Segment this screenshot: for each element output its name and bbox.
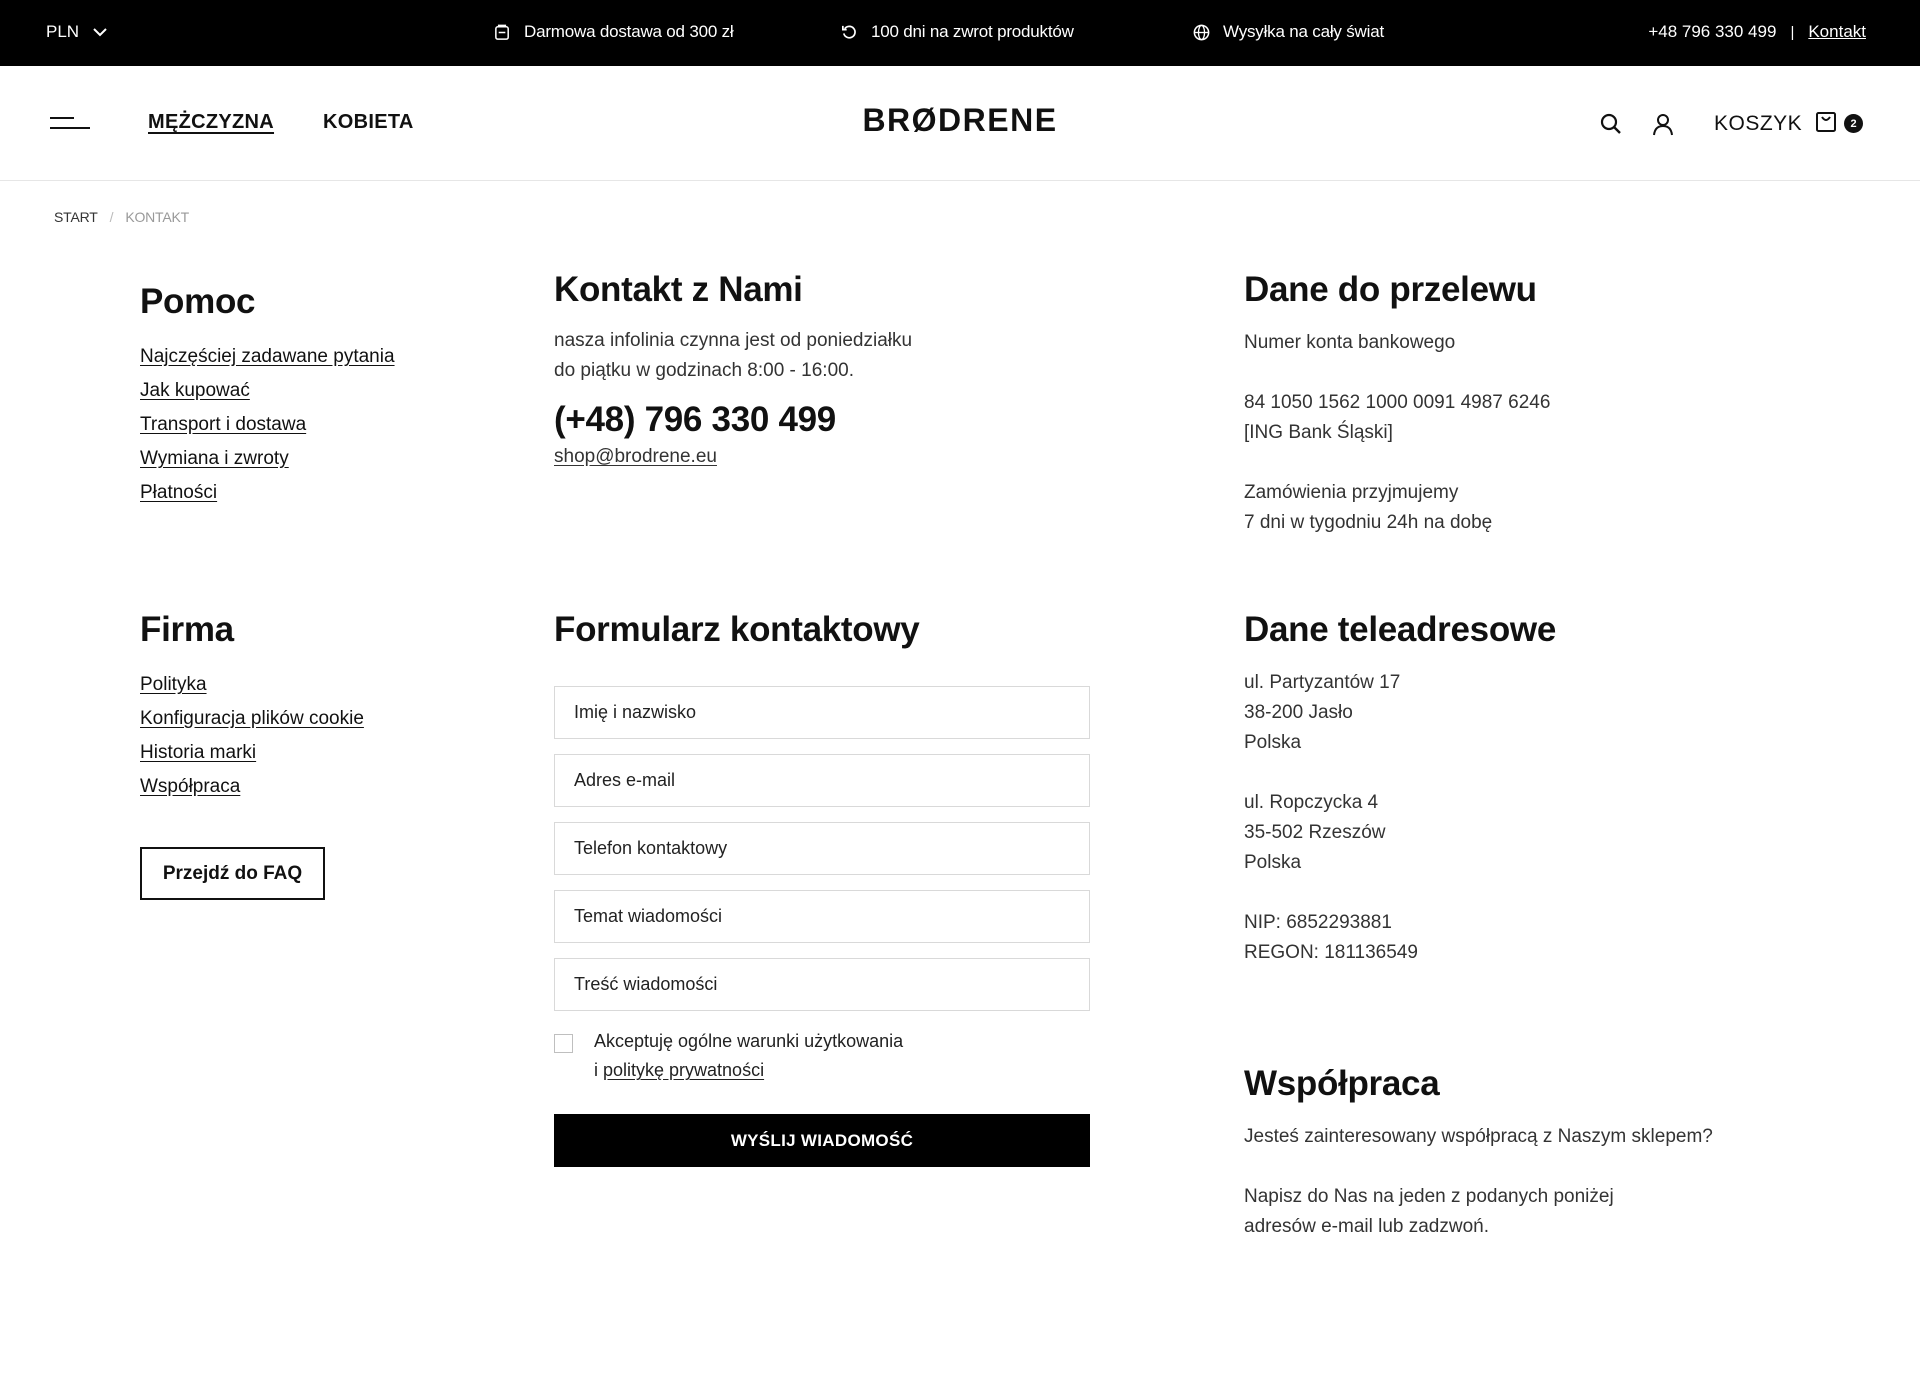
contact-title: Kontakt z Nami <box>554 270 803 309</box>
company-title: Firma <box>140 610 234 649</box>
topbar-contact <box>1648 22 1866 42</box>
send-message-button[interactable]: WYŚLIJ WIADOMOŚĆ <box>554 1114 1090 1167</box>
currency-label: PLN <box>46 22 80 41</box>
contact-section <box>554 270 912 468</box>
breadcrumb-current: KONTAKT <box>125 209 189 225</box>
perk-returns-text: 100 dni na zwrot produktów <box>871 22 1074 41</box>
address-details <box>1244 668 1556 968</box>
contact-email-link[interactable]: shop@brodrene.eu <box>554 446 717 467</box>
company-links <box>140 668 364 804</box>
perk-free-delivery <box>493 22 734 42</box>
company-link-cooperation[interactable]: Współpraca <box>140 776 241 797</box>
bank-name: [ING Bank Śląski] <box>1244 422 1393 443</box>
terms-checkbox[interactable] <box>554 1034 573 1053</box>
address-line: ul. Partyzantów 17 <box>1244 672 1401 693</box>
contact-phone[interactable]: (+48) 796 330 499 <box>554 400 836 439</box>
transfer-title: Dane do przelewu <box>1244 270 1537 309</box>
globe-icon <box>1192 23 1211 42</box>
privacy-policy-link[interactable]: politykę prywatności <box>603 1060 765 1080</box>
menu-icon[interactable] <box>50 115 92 131</box>
currency-selector[interactable] <box>46 22 107 42</box>
cooperation-line: Jesteś zainteresowany współpracą z Naszym sklepem? <box>1244 1126 1713 1147</box>
breadcrumb-home[interactable]: START <box>54 209 98 225</box>
cooperation-text <box>1244 1122 1713 1242</box>
help-link-shipping[interactable]: Transport i dostawa <box>140 414 307 435</box>
address-title: Dane teleadresowe <box>1244 610 1556 649</box>
company-section <box>140 610 364 804</box>
help-link-how-to-buy[interactable]: Jak kupować <box>140 380 250 401</box>
breadcrumb-separator: / <box>109 209 114 225</box>
search-icon[interactable] <box>1599 112 1623 136</box>
account-label: Numer konta bankowego <box>1244 332 1456 353</box>
nav-women[interactable]: KOBIETA <box>323 111 414 133</box>
message-field[interactable] <box>554 958 1090 1011</box>
perk-worldwide <box>1192 22 1384 42</box>
transfer-section <box>1244 270 1550 538</box>
address-line: 35-502 Rzeszów <box>1244 822 1386 843</box>
company-link-policy[interactable]: Polityka <box>140 674 207 695</box>
name-field[interactable] <box>554 686 1090 739</box>
regon-number: REGON: 181136549 <box>1244 942 1418 963</box>
topbar-separator: | <box>1790 23 1795 41</box>
help-title: Pomoc <box>140 282 256 321</box>
perk-worldwide-text: Wysyłka na cały świat <box>1223 22 1384 41</box>
nip-number: NIP: 6852293881 <box>1244 912 1392 933</box>
help-link-payments[interactable]: Płatności <box>140 482 218 503</box>
cart-label[interactable]: KOSZYK <box>1714 112 1803 135</box>
address-line: Polska <box>1244 732 1302 753</box>
perk-returns <box>840 22 1074 42</box>
help-links <box>140 340 395 510</box>
return-icon <box>840 23 859 42</box>
orders-line: Zamówienia przyjmujemy <box>1244 482 1459 503</box>
contact-form-title: Formularz kontaktowy <box>554 610 920 649</box>
help-section <box>140 282 395 510</box>
terms-consent-text <box>594 1027 903 1085</box>
help-link-returns[interactable]: Wymiana i zwroty <box>140 448 289 469</box>
help-link-faq[interactable]: Najczęściej zadawane pytania <box>140 346 395 367</box>
brand-logo[interactable]: BRØDRENE <box>862 102 1058 138</box>
contact-hours <box>554 326 912 386</box>
topbar-contact-link[interactable]: Kontakt <box>1808 22 1866 41</box>
address-line: 38-200 Jasło <box>1244 702 1353 723</box>
contact-hours-line: do piątku w godzinach 8:00 - 16:00. <box>554 360 854 381</box>
orders-line: 7 dni w tygodniu 24h na dobę <box>1244 512 1493 533</box>
address-line: Polska <box>1244 852 1302 873</box>
phone-field[interactable] <box>554 822 1090 875</box>
consent-prefix: i <box>594 1060 603 1080</box>
company-link-history[interactable]: Historia marki <box>140 742 257 763</box>
address-section <box>1244 610 1556 968</box>
contact-hours-line: nasza infolinia czynna jest od poniedziałku <box>554 330 913 351</box>
top-bar <box>0 0 1920 66</box>
main-header <box>0 66 1920 181</box>
transfer-details <box>1244 328 1550 538</box>
cart-count-badge: 2 <box>1844 114 1863 133</box>
company-link-cookies[interactable]: Konfiguracja plików cookie <box>140 708 364 729</box>
address-line: ul. Ropczycka 4 <box>1244 792 1379 813</box>
cooperation-line: adresów e-mail lub zadzwoń. <box>1244 1216 1490 1237</box>
email-field[interactable] <box>554 754 1090 807</box>
topbar-phone[interactable]: +48 796 330 499 <box>1648 22 1777 41</box>
cooperation-section <box>1244 1064 1713 1242</box>
cooperation-line: Napisz do Nas na jeden z podanych poniżej <box>1244 1186 1614 1207</box>
cooperation-title: Współpraca <box>1244 1064 1440 1103</box>
faq-button[interactable]: Przejdź do FAQ <box>140 847 325 900</box>
contact-form-title-wrap <box>554 610 919 650</box>
account-icon[interactable] <box>1651 112 1675 136</box>
consent-line: Akceptuję ogólne warunki użytkowania <box>594 1031 904 1051</box>
cart-icon[interactable] <box>1814 110 1838 134</box>
nav-men[interactable]: MĘŻCZYZNA <box>148 111 275 133</box>
subject-field[interactable] <box>554 890 1090 943</box>
chevron-down-icon <box>93 28 107 37</box>
perk-free-delivery-text: Darmowa dostawa od 300 zł <box>524 22 734 41</box>
breadcrumb <box>54 209 189 225</box>
bag-icon <box>493 23 512 42</box>
account-number: 84 1050 1562 1000 0091 4987 6246 <box>1244 392 1551 413</box>
